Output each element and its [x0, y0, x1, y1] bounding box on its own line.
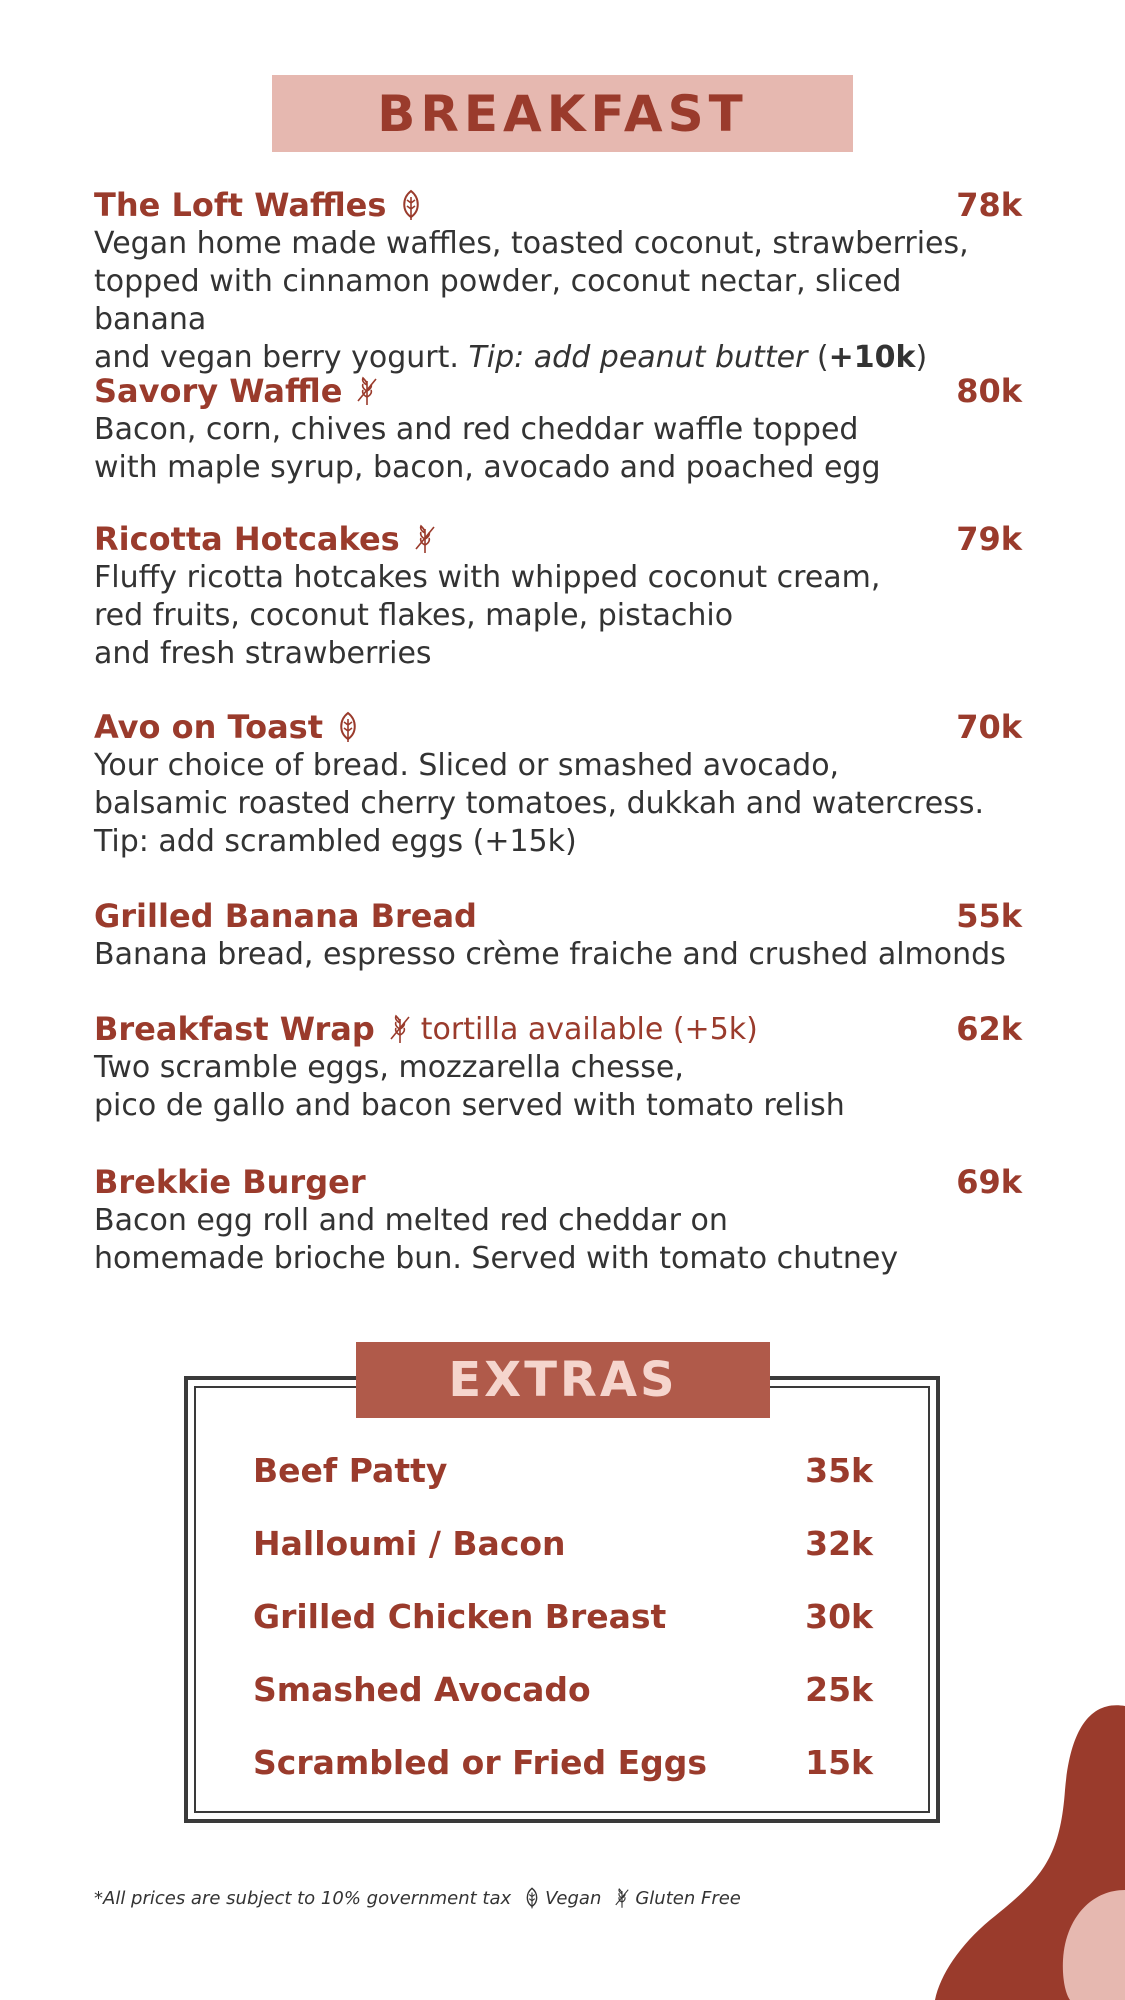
item-description-line: Vegan home made waffles, toasted coconut, strawberries, [94, 226, 969, 261]
menu-item [94, 1162, 1022, 1278]
menu-item [94, 1009, 1022, 1125]
extra-price: 35k [805, 1451, 873, 1490]
item-price: 69k [956, 1163, 1022, 1201]
extras-title-banner [356, 1342, 770, 1418]
item-name: Ricotta Hotcakes [94, 520, 400, 558]
footer-legend [94, 1886, 741, 1910]
extras-row [253, 1524, 873, 1563]
item-description-line: and fresh strawberries [94, 636, 432, 671]
item-name: Grilled Banana Bread [94, 897, 477, 935]
breakfast-title-banner [272, 75, 853, 152]
item-price: 78k [956, 186, 1022, 224]
vegan-label: Vegan [545, 1887, 602, 1909]
extra-name: Scrambled or Fried Eggs [253, 1743, 708, 1782]
menu-item [94, 707, 1022, 861]
item-name: Avo on Toast [94, 708, 324, 746]
item-note: tortilla available (+5k) [420, 1011, 758, 1047]
menu-item [94, 371, 1022, 487]
page-title: BREAKFAST [377, 84, 748, 143]
item-description-line: Two scramble eggs, mozzarella chesse, [94, 1050, 684, 1085]
description-fragment: +10k [828, 340, 916, 375]
vegan-leaf-icon [523, 1886, 541, 1910]
menu-item [94, 896, 1022, 974]
menu-item [94, 185, 1022, 377]
item-price: 79k [956, 520, 1022, 558]
item-price: 80k [956, 372, 1022, 410]
tax-note: *All prices are subject to 10% government tax [94, 1887, 512, 1909]
item-description-line: topped with cinnamon powder, coconut nectar, sliced banana [94, 264, 902, 337]
item-description-line: pico de gallo and bacon served with tomato relish [94, 1088, 845, 1123]
item-description-line: Fluffy ricotta hotcakes with whipped coconut cream, [94, 560, 881, 595]
gluten-free-icon [354, 375, 380, 407]
extras-row [253, 1743, 873, 1782]
vegan-leaf-icon [398, 189, 424, 221]
description-fragment: ) [915, 340, 928, 375]
item-description-line: Your choice of bread. Sliced or smashed avocado, [94, 748, 840, 783]
extras-row [253, 1597, 873, 1636]
item-description-line: homemade brioche bun. Served with tomato chutney [94, 1241, 899, 1276]
menu-item [94, 519, 1022, 673]
extras-row [253, 1451, 873, 1490]
extras-row [253, 1670, 873, 1709]
description-fragment: Tip: add peanut butter [468, 340, 808, 375]
item-name: Brekkie Burger [94, 1163, 366, 1201]
extra-price: 25k [805, 1670, 873, 1709]
extras-title: EXTRAS [448, 1352, 678, 1408]
extra-name: Beef Patty [253, 1451, 448, 1490]
extra-price: 15k [805, 1743, 873, 1782]
gluten-free-label: Gluten Free [635, 1887, 741, 1909]
gluten-free-icon [412, 523, 438, 555]
item-name: The Loft Waffles [94, 186, 387, 224]
item-description-line: Banana bread, espresso crème fraiche and crushed almonds [94, 937, 1006, 972]
item-description-line: Bacon, corn, chives and red cheddar waffle topped [94, 412, 859, 447]
extra-name: Grilled Chicken Breast [253, 1597, 667, 1636]
extra-name: Halloumi / Bacon [253, 1524, 566, 1563]
item-price: 62k [956, 1010, 1022, 1048]
item-description-line: with maple syrup, bacon, avocado and poached egg [94, 450, 881, 485]
item-price: 70k [956, 708, 1022, 746]
item-description-line: Bacon egg roll and melted red cheddar on [94, 1203, 728, 1238]
description-fragment: and vegan berry yogurt. [94, 340, 469, 375]
gluten-free-icon [387, 1013, 413, 1045]
item-price: 55k [956, 897, 1022, 935]
item-description-line: red fruits, coconut flakes, maple, pistachio [94, 598, 734, 633]
extra-price: 32k [805, 1524, 873, 1563]
description-fragment: ( [807, 340, 829, 375]
extra-price: 30k [805, 1597, 873, 1636]
item-name: Breakfast Wrap [94, 1010, 375, 1048]
extra-name: Smashed Avocado [253, 1670, 591, 1709]
item-description-line: balsamic roasted cherry tomatoes, dukkah and watercress. [94, 786, 985, 821]
gluten-free-icon [613, 1886, 631, 1910]
item-name: Savory Waffle [94, 372, 343, 410]
vegan-leaf-icon [335, 711, 361, 743]
item-description-line: Tip: add scrambled eggs (+15k) [94, 824, 577, 859]
